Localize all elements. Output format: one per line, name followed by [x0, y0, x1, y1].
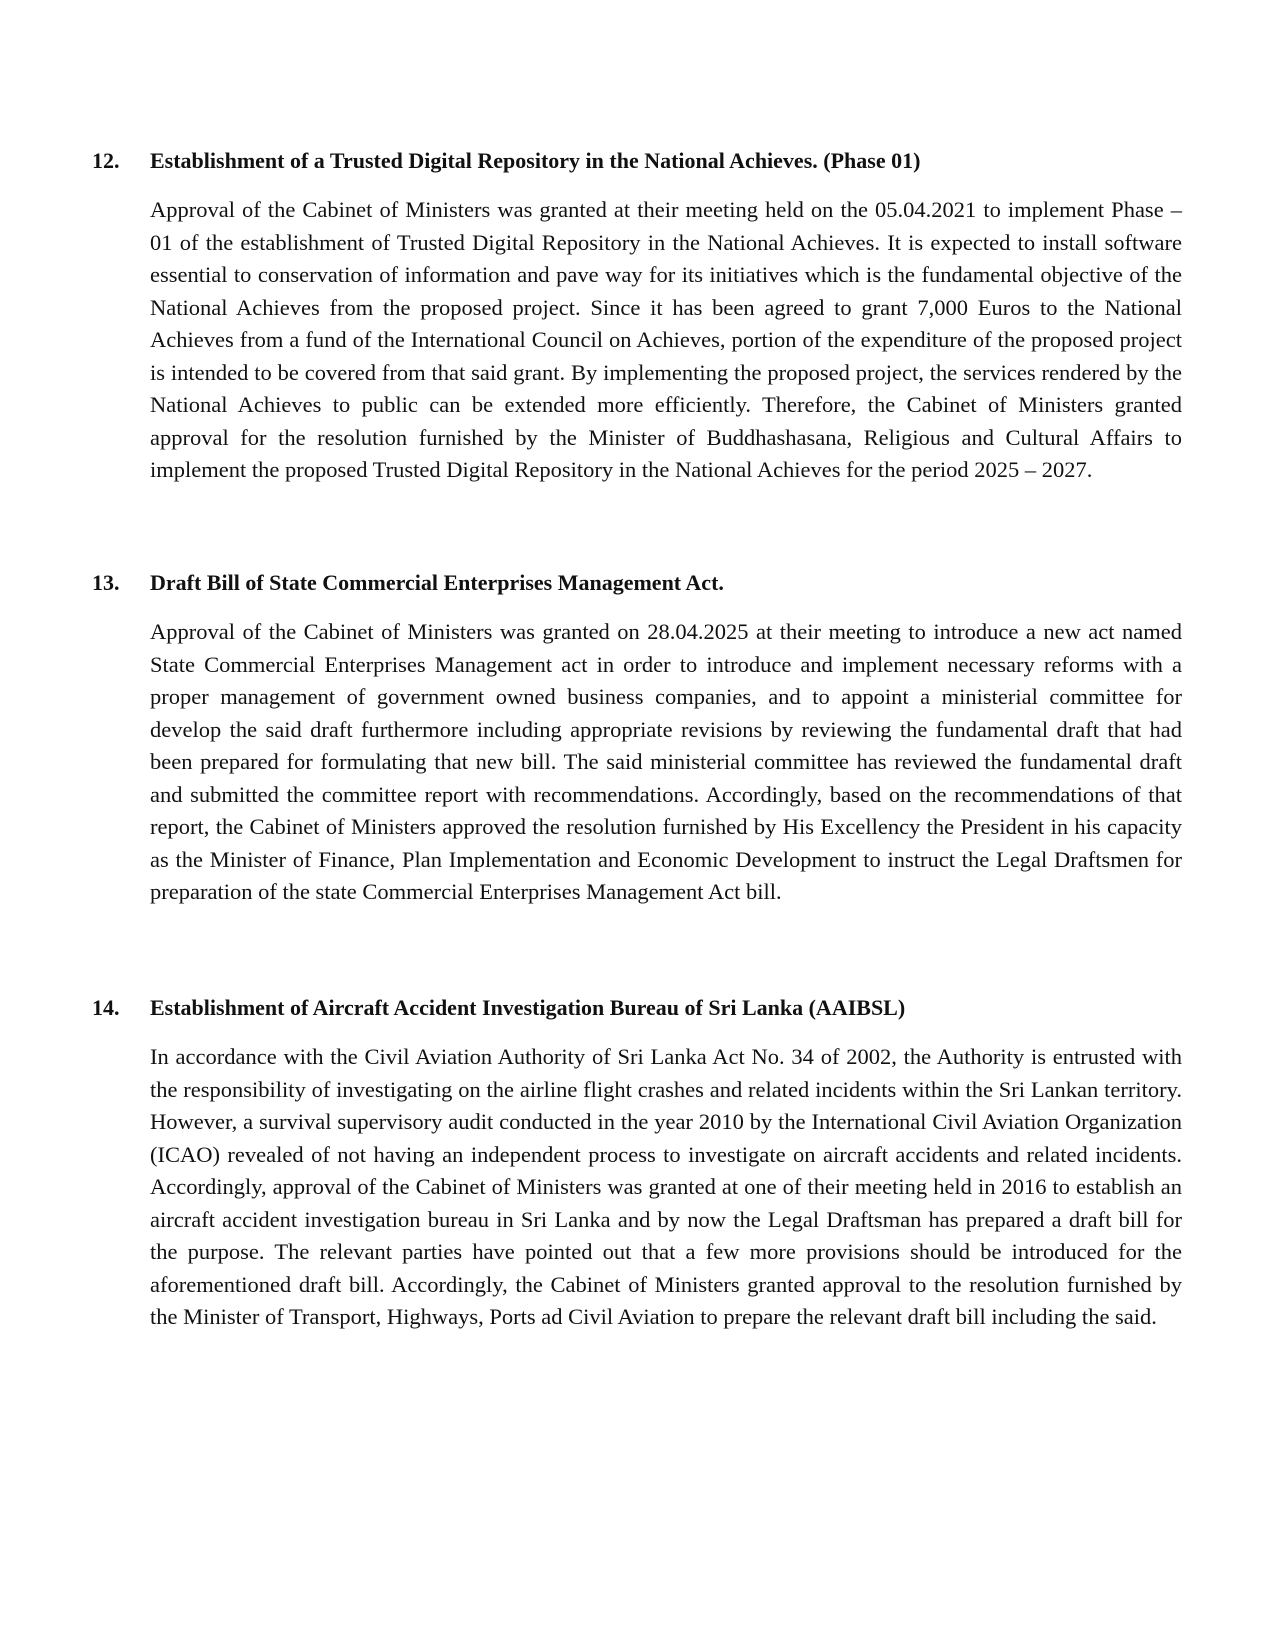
section-title: Establishment of Aircraft Accident Investigation Bureau of Sri Lanka (AAIBSL): [150, 995, 906, 1020]
section-13: [92, 568, 1182, 909]
section-number: 14.: [92, 995, 120, 1020]
section-12: [92, 146, 1182, 487]
section-heading: [92, 146, 1182, 180]
section-body: Approval of the Cabinet of Ministers was granted on 28.04.2025 at their meeting to introduce a new act named State Commercial Enterprises Management act in order to introduce and implement necessary reforms with a proper management of government owned business companies, and to appoint a ministerial committee for develop the said draft furthermore including appropriate revisions by reviewing the fundamental draft that had been prepared for formulating that new bill. The said ministerial committee has reviewed the fundamental draft and submitted the committee report with recommendations. Accordingly, based on the recommendations of that report, the Cabinet of Ministers approved the resolution furnished by His Excellency the President in his capacity as the Minister of Finance, Plan Implementation and Economic Development to instruct the Legal Draftsmen for preparation of the state Commercial Enterprises Management Act bill.: [150, 619, 1182, 904]
section-number: 13.: [92, 570, 120, 595]
section-title: Draft Bill of State Commercial Enterprises Management Act.: [150, 570, 724, 595]
section-heading: [92, 993, 1182, 1027]
section-title: Establishment of a Trusted Digital Repository in the National Achieves. (Phase 01): [150, 148, 921, 173]
section-14: [92, 993, 1182, 1334]
section-body: In accordance with the Civil Aviation Authority of Sri Lanka Act No. 34 of 2002, the Authority is entrusted with the responsibility of investigating on the airline flight crashes and related incidents within the Sri Lankan territory. However, a survival supervisory audit conducted in the year 2010 by the International Civil Aviation Organization (ICAO) revealed of not having an independent process to investigate on aircraft accidents and related incidents. Accordingly, approval of the Cabinet of Ministers was granted at one of their meeting held in 2016 to establish an aircraft accident investigation bureau in Sri Lanka and by now the Legal Draftsman has prepared a draft bill for the purpose. The relevant parties have pointed out that a few more provisions should be introduced for the aforementioned draft bill. Accordingly, the Cabinet of Ministers granted approval to the resolution furnished by the Minister of Transport, Highways, Ports ad Civil Aviation to prepare the relevant draft bill including the said.: [150, 1044, 1182, 1329]
section-body: Approval of the Cabinet of Ministers was granted at their meeting held on the 05.04.2021 to implement Phase – 01 of the establishment of Trusted Digital Repository in the National Achieves. It is expected to install software essential to conservation of information and pave way for its initiatives which is the fundamental objective of the National Achieves from the proposed project. Since it has been agreed to grant 7,000 Euros to the National Achieves from a fund of the International Council on Achieves, portion of the expenditure of the proposed project is intended to be covered from that said grant. By implementing the proposed project, the services rendered by the National Achieves to public can be extended more efficiently. Therefore, the Cabinet of Ministers granted approval for the resolution furnished by the Minister of Buddhashasana, Religious and Cultural Affairs to implement the proposed Trusted Digital Repository in the National Achieves for the period 2025 – 2027.: [150, 197, 1182, 482]
section-number: 12.: [92, 148, 120, 173]
section-heading: [92, 568, 1182, 602]
